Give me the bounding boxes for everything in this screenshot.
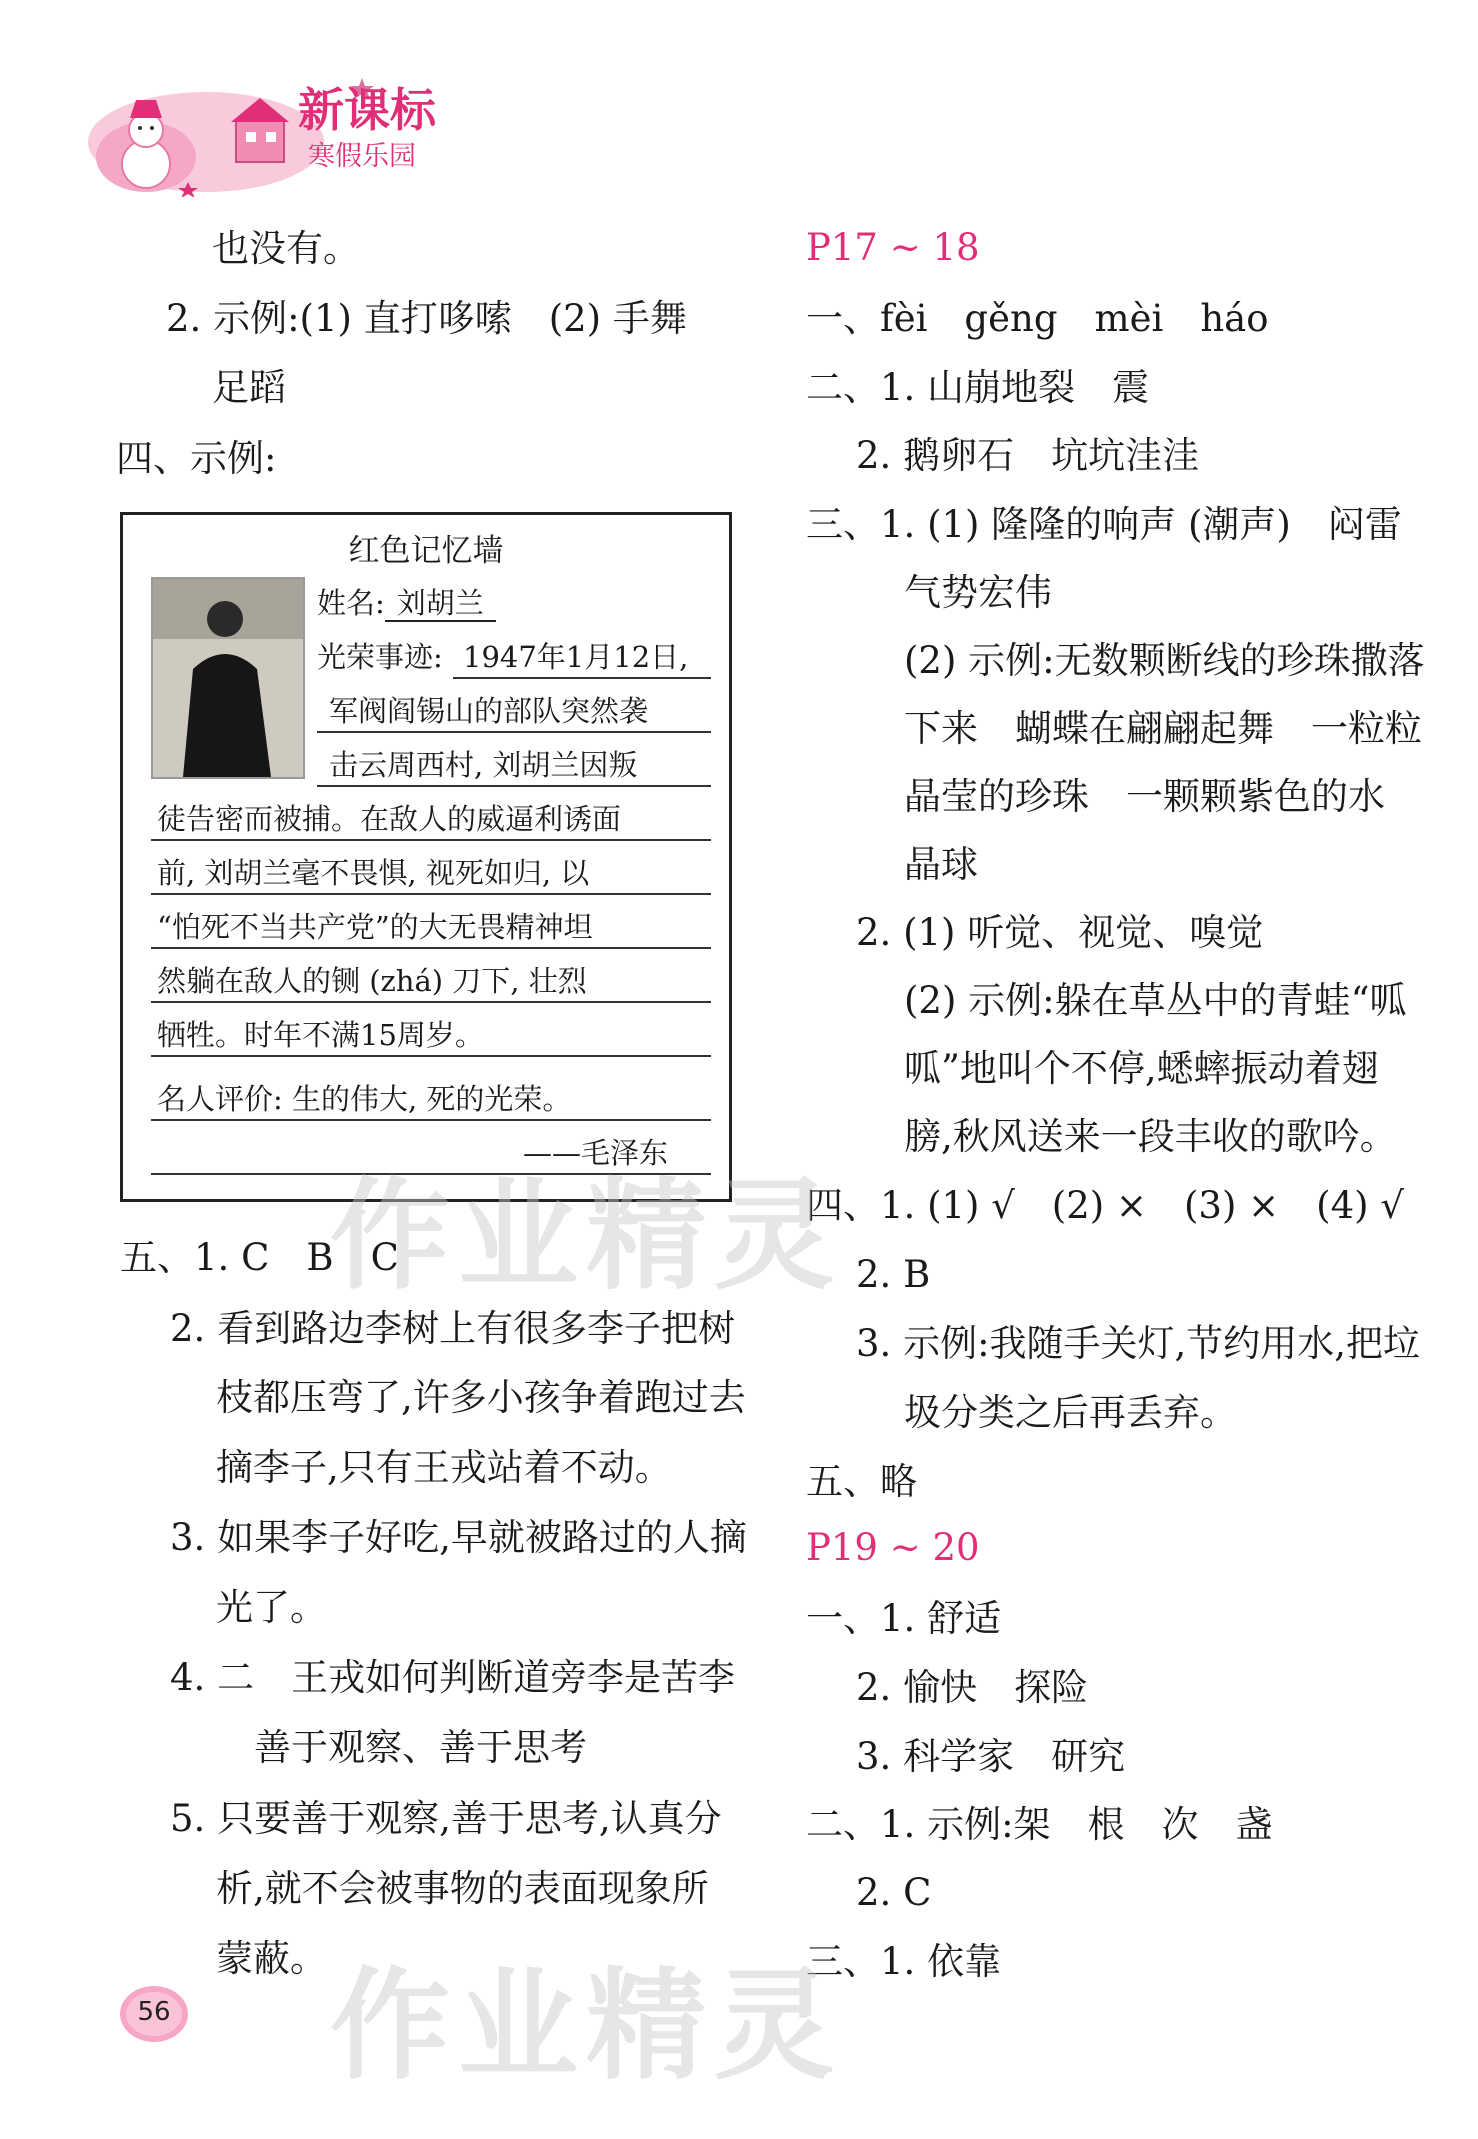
answer-line: 晶莹的珍珠 一颗颗紫色的水	[904, 775, 1385, 818]
page-range-heading: P17 ~ 18	[806, 226, 980, 269]
answer-line: 2. B	[856, 1253, 931, 1296]
page-range-heading: P19 ~ 20	[806, 1526, 980, 1569]
answer-line: 圾分类之后再丢弃。	[904, 1391, 1237, 1434]
deeds-line: “怕死不当共产党”的大无畏精神坦	[157, 910, 593, 944]
watermark: 作业精灵	[330, 1167, 842, 1306]
celebrity-evaluation: 名人评价: 生的伟大, 死的光荣。	[157, 1082, 572, 1116]
deeds-line: 然躺在敌人的铡 (zhá) 刀下, 壮烈	[157, 964, 587, 998]
answer-line: 气势宏伟	[904, 571, 1052, 614]
name-value: 刘胡兰	[385, 586, 496, 622]
evaluation-author: ——毛泽东	[523, 1136, 669, 1170]
left-line: 2. 示例:(1) 直打哆嗦 (2) 手舞	[166, 297, 687, 340]
answer-line: 2. C	[856, 1871, 932, 1914]
page-number-badge	[118, 1984, 190, 2044]
answer-line: 3. 如果李子好吃,早就被路过的人摘	[170, 1516, 747, 1559]
answer-line: 二、1. 示例:架 根 次 盏	[806, 1803, 1273, 1846]
answer-line: 三、1. 依靠	[806, 1940, 1002, 1983]
answer-line: 2. 鹅卵石 坑坑洼洼	[856, 434, 1200, 477]
deeds-line: 徒告密而被捕。在敌人的威逼利诱面	[157, 802, 622, 836]
answer-line: 析,就不会被事物的表面现象所	[216, 1867, 709, 1910]
answer-line: 呱”地叫个不停,蟋蟀振动着翅	[904, 1047, 1379, 1090]
answer-line: 晶球	[904, 843, 978, 886]
answer-line: 二、1. 山崩地裂 震	[806, 366, 1150, 409]
answer-line: (2) 示例:躲在草丛中的青蛙“呱	[904, 979, 1407, 1022]
left-line: 足蹈	[212, 366, 286, 409]
deeds-line: 1947年1月12日,	[463, 640, 689, 674]
answer-line: 2. 愉快 探险	[856, 1666, 1089, 1709]
answer-line: 下来 蝴蝶在翩翩起舞 一粒粒	[904, 707, 1422, 750]
brand-logo	[86, 72, 466, 197]
answer-line: 蒙蔽。	[216, 1937, 327, 1980]
left-line: 也没有。	[212, 227, 360, 270]
answer-line: 善于观察、善于思考	[254, 1726, 587, 1769]
answer-line: 光了。	[216, 1586, 327, 1629]
answer-line: 五、1. C B C	[120, 1236, 399, 1279]
answer-line: 三、1. (1) 隆隆的响声 (潮声) 闷雷	[806, 503, 1402, 546]
answer-line: 5. 只要善于观察,善于思考,认真分	[170, 1797, 722, 1840]
portrait-photo	[151, 577, 305, 779]
answer-line: 膀,秋风送来一段丰收的歌吟。	[904, 1115, 1397, 1158]
answer-line: 五、略	[806, 1460, 917, 1503]
answer-line: 枝都压弯了,许多小孩争着跑过去	[216, 1376, 746, 1419]
answer-line: 3. 示例:我随手关灯,节约用水,把垃	[856, 1322, 1421, 1365]
watermark: 作业精灵	[330, 1957, 842, 2096]
brand-main-text: 新课标	[298, 83, 436, 137]
answer-line: 一、fèi gěng mèi háo	[806, 297, 1269, 340]
brand-sub-text: 寒假乐园	[308, 141, 416, 172]
answer-line: 2. (1) 听觉、视觉、嗅觉	[856, 911, 1264, 954]
page-number: 56	[137, 1997, 171, 2027]
deeds-line: 军阀阎锡山的部队突然袭	[329, 694, 649, 728]
deeds-label: 光荣事迹:	[317, 640, 443, 674]
card-title: 红色记忆墙	[348, 533, 504, 569]
answer-line: 4. 二 王戎如何判断道旁李是苦李	[170, 1656, 736, 1699]
answer-line: 3. 科学家 研究	[856, 1735, 1126, 1778]
answer-line: 四、1. (1) √ (2) × (3) × (4) √	[806, 1184, 1404, 1227]
answer-line: (2) 示例:无数颗断线的珍珠撒落	[904, 639, 1425, 682]
red-memory-wall-card	[120, 512, 732, 1202]
answer-line: 摘李子,只有王戎站着不动。	[216, 1446, 672, 1489]
deeds-line: 牺牲。时年不满15周岁。	[157, 1018, 484, 1052]
answer-line: 一、1. 舒适	[806, 1597, 1002, 1640]
section-heading: 四、示例:	[116, 437, 277, 480]
deeds-line: 击云周西村, 刘胡兰因叛	[329, 748, 638, 782]
name-label: 姓名:	[317, 586, 385, 620]
deeds-line: 前, 刘胡兰毫不畏惧, 视死如归, 以	[157, 856, 590, 890]
answer-line: 2. 看到路边李树上有很多李子把树	[170, 1307, 736, 1350]
